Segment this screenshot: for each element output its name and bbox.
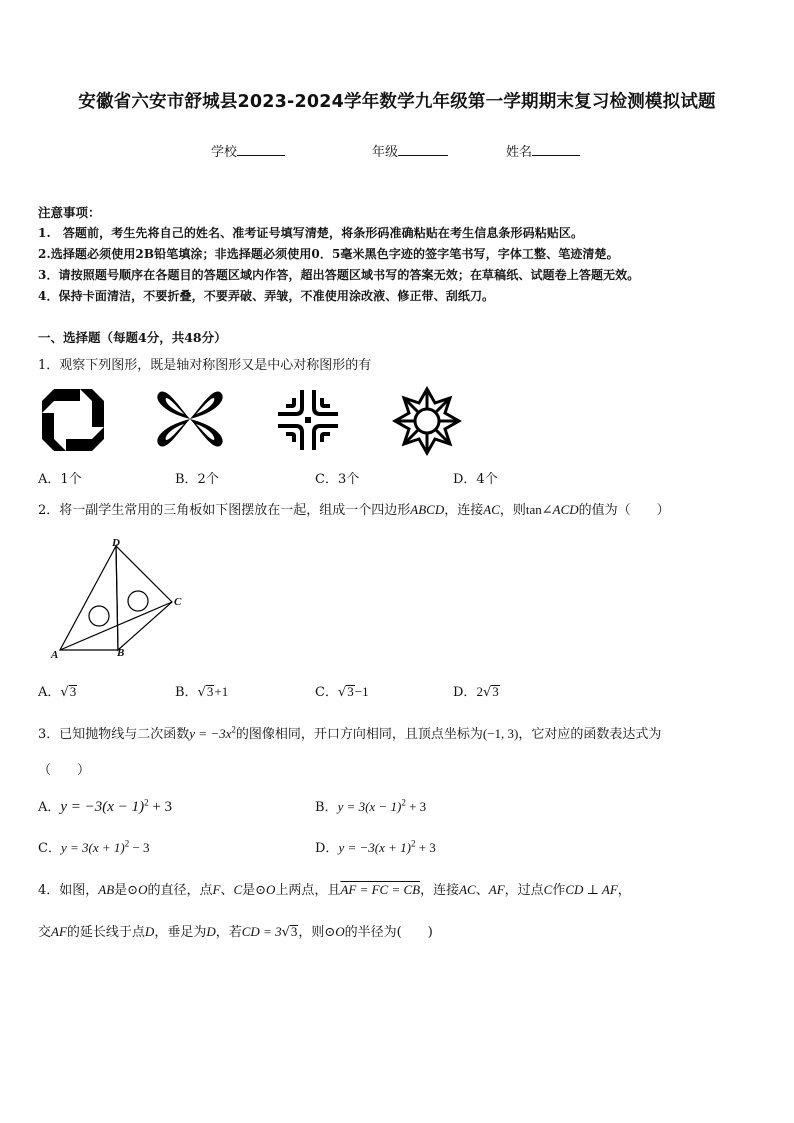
q2-option-c[interactable]: C．√3−1: [315, 684, 369, 700]
q1-stem: 1．观察下列图形，既是轴对称图形又是中心对称图形的有: [38, 358, 372, 373]
q2-stem: 2．将一副学生常用的三角板如下图摆放在一起，组成一个四边形ABCD，连接AC，则tan∠ACD的值为（ ）: [38, 502, 670, 518]
q4-stem-line-2: 交AF的延长线于点D，垂足为D，若CD = 3√3，则⊙O的半径为( ): [38, 924, 433, 940]
q1-figure-4-icon: [392, 386, 462, 456]
q2-label-c: C: [174, 596, 182, 608]
q3-option-b[interactable]: B．$y = 3(x - 1)^2 + 3$: [315, 797, 427, 815]
notice-heading: 注意事项：: [38, 205, 101, 220]
school-blank[interactable]: [237, 143, 285, 156]
notice-item-1: 1. 答题前，考生先将自己的姓名、准考证号填写清楚，将条形码准确粘贴在考生信息条形码粘贴区。: [38, 226, 584, 240]
name-field[interactable]: [506, 141, 580, 160]
q2-label-a: A: [51, 649, 59, 661]
name-blank[interactable]: [532, 143, 580, 156]
q2-option-d[interactable]: D．2√3: [453, 684, 499, 700]
section-heading: 一、选择题（每题4分，共48分）: [38, 330, 227, 345]
q3-option-d[interactable]: D．$y = -3(x + 1)^2 + 3$: [315, 838, 436, 856]
q1-figure-1-icon: [40, 387, 106, 453]
q2-label-b: B: [117, 647, 125, 659]
name-label: 姓名: [506, 145, 533, 160]
q2-label-d: D: [112, 537, 120, 549]
q3-stem: 3．已知抛物线与二次函数$y = -3x^2$的图像相同，开口方向相同，且顶点坐标为(−1, 3)，它对应的函数表达式为: [38, 724, 662, 742]
q3-answer-paren: （ ）: [38, 763, 91, 778]
notice-item-2: 2.选择题必须使用2B铅笔填涂；非选择题必须使用0．5毫米黑色字迹的签字笔书写，字体工整、笔迹清楚。: [38, 247, 619, 261]
q1-option-b[interactable]: B．2个: [175, 472, 219, 487]
grade-blank[interactable]: [398, 143, 448, 156]
q2-option-b[interactable]: B．√3+1: [175, 684, 229, 700]
q4-stem-line-1: 4．如图，AB是⊙O的直径，点F、C是⊙O上两点，且AF = FC = CB，连接AC、AF，过点C作CD ⊥ AF，: [38, 882, 631, 898]
q1-option-a[interactable]: A．1个: [38, 472, 82, 487]
grade-label: 年级: [372, 145, 399, 160]
q1-option-c[interactable]: C．3个: [315, 472, 360, 487]
page-title: 安徽省六安市舒城县2023-2024学年数学九年级第一学期期末复习检测模拟试题: [78, 92, 716, 112]
school-field[interactable]: [211, 141, 285, 160]
notice-item-3: 3．请按照题号顺序在各题目的答题区域内作答，超出答题区域书写的答案无效；在草稿纸、试题卷上答题无效。: [38, 268, 640, 282]
notice-item-4: 4．保持卡面清洁，不要折叠，不要弄破、弄皱，不准使用涂改液、修正带、刮纸刀。: [38, 289, 495, 303]
q1-option-d[interactable]: D．4个: [453, 472, 498, 487]
q3-option-c[interactable]: C．$y = 3(x + 1)^2 - 3$: [38, 838, 150, 856]
q3-option-a[interactable]: A．$y = -3(x - 1)^2 + 3$: [38, 797, 173, 815]
q2-option-a[interactable]: A．√3: [38, 684, 77, 700]
q1-figure-3-icon: [276, 388, 340, 452]
school-label: 学校: [211, 145, 238, 160]
grade-field[interactable]: [372, 141, 448, 160]
q1-figure-2-icon: [154, 386, 226, 452]
